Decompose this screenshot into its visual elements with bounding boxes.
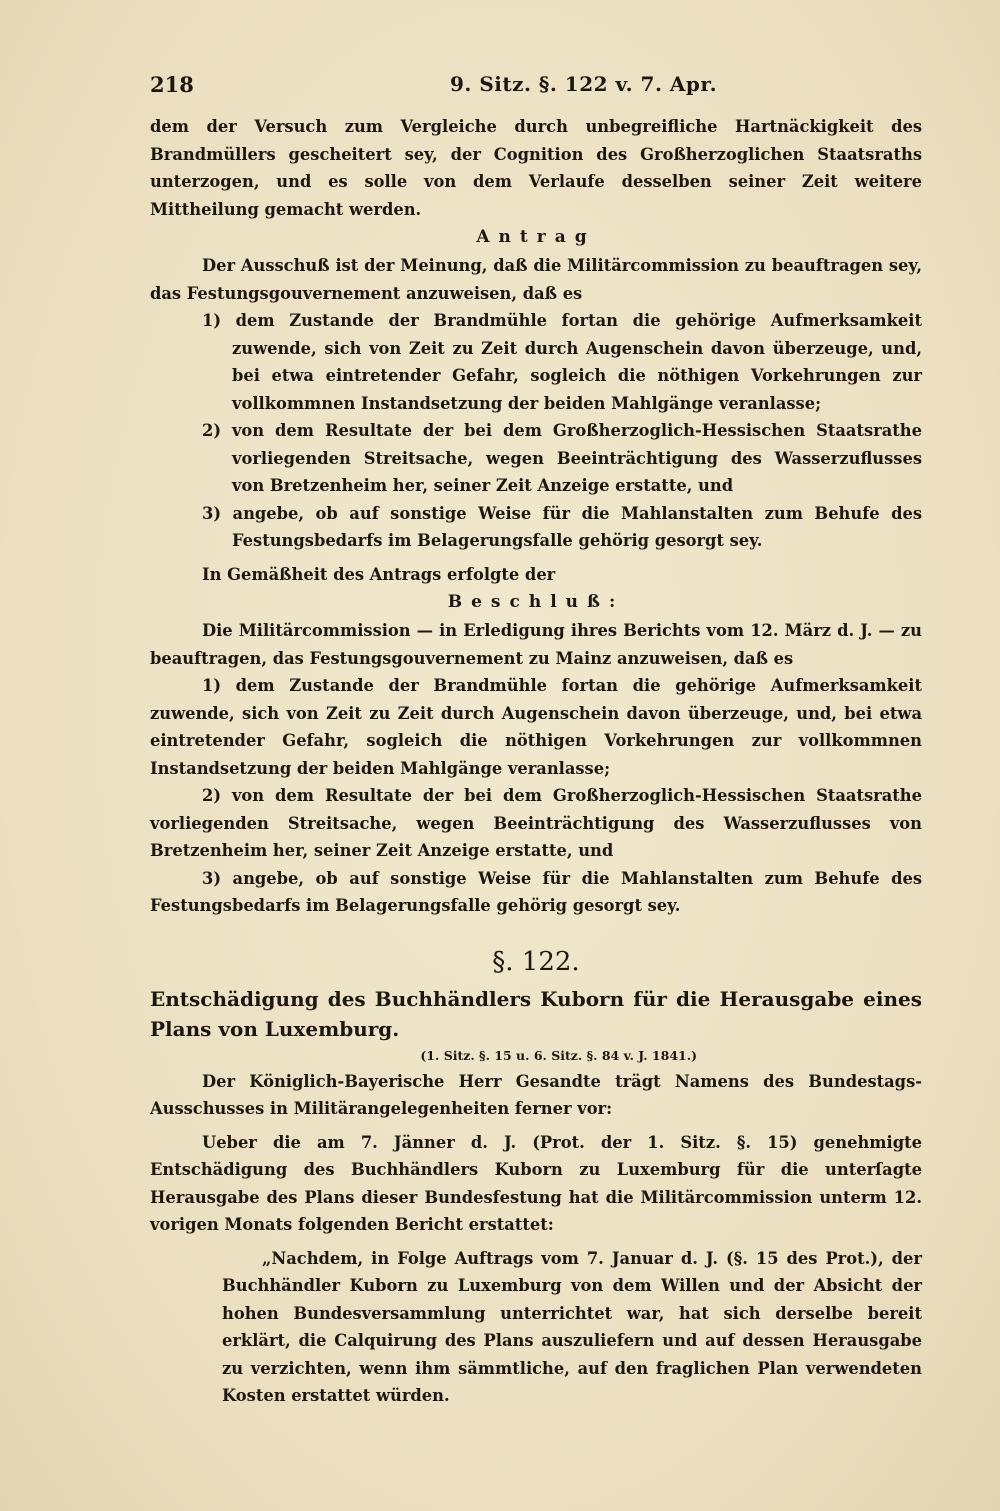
antrag-item-1: 1) dem Zustande der Brandmühle fortan die gehörige Aufmerksamkeit zuwende, sich von Zeit zu Zeit durch Augenschein davon überzeuge, und, bei etwa eintretender Gefahr, sogleich die nöthigen Vorkehrungen zur vollkommnen Instandsetzung der beiden Mahlgänge veranlasse;	[202, 311, 922, 413]
beschluss-item-2: 2) von dem Resultate der bei dem Großherzoglich-Hessischen Staatsrathe vorliegenden Streitsache, wegen Beeinträchtigung des Wasserzuflusses von Bretzenheim her, seiner Zeit Anzeige erstatte, und	[150, 786, 922, 860]
antrag-heading: Antrag	[476, 227, 596, 247]
antrag-text: Der Ausschuß ist der Meinung, daß die Militärcommission zu beauftragen sey, das Festungsgouvernement anzuweisen, daß es	[150, 256, 922, 303]
gemaessheit-line: In Gemäßheit des Antrags erfolgte der	[202, 564, 556, 584]
antrag-item-3: 3) angebe, ob auf sonstige Weise für die Mahlanstalten zum Behufe des Festungsbedarfs im Belagerungsfalle gehörig gesorgt sey.	[202, 503, 922, 550]
page-number: 218	[150, 72, 194, 97]
section-citation: (1. Sitz. §. 15 u. 6. Sitz. §. 84 v. J. 1841.)	[420, 1047, 697, 1063]
quoted-report: „Nachdem, in Folge Auftrags vom 7. Januar d. J. (§. 15 des Prot.), der Buchhändler Kuborn zu Luxemburg von dem Willen und der Absicht der hohen Bundesversammlung unterrichtet war, hat sich derselbe bereit erklärt, die Calquirung des Plans auszuliefern und auf dessen Herausgabe zu verzichten, wenn ihm sämmtliche, auf den fraglichen Plan verwendeten Kosten erstattet würden.	[222, 1248, 922, 1405]
beschluss-heading: Beschluß:	[447, 592, 625, 612]
ueber-paragraph: Ueber die am 7. Jänner d. J. (Prot. der 1. Sitz. §. 15) genehmigte Entschädigung des Buchhändlers Kuborn zu Luxemburg für die unterſagte Herausgabe des Plans dieser Bundesfestung hat die Militärcommission unterm 12. vorigen Monats folgenden Bericht erstattet:	[150, 1132, 922, 1234]
beschluss-item-3: 3) angebe, ob auf sonstige Weise für die Mahlanstalten zum Behufe des Festungsbedarfs im Belagerungsfalle gehörig gesorgt sey.	[150, 868, 922, 915]
paragraph-intro: dem der Versuch zum Vergleiche durch unbegreifliche Hartnäckigkeit des Brandmüllers gescheitert sey, der Cognition des Großherzoglichen Staatsraths unterzogen, und es solle von dem Verlaufe desselben seiner Zeit weitere Mittheilung gemacht werden.	[150, 117, 922, 219]
beschluss-item-1: 1) dem Zustande der Brandmühle fortan die gehörige Aufmerksamkeit zuwende, sich von Zeit zu Zeit durch Augenschein davon überzeuge, und, bei etwa eintretender Gefahr, sogleich die nöthigen Vorkehrungen zur vollkommnen Instandsetzung der beiden Mahlgänge veranlasse;	[150, 676, 922, 778]
section-number: §. 122.	[492, 946, 580, 977]
page-header	[150, 72, 920, 102]
section-title: Entschädigung des Buchhändlers Kuborn für die Herausgabe eines Plans von Luxemburg.	[150, 986, 922, 1041]
antrag-item-2: 2) von dem Resultate der bei dem Großherzoglich-Hessischen Staatsrathe vorliegenden Streitsache, wegen Beeinträchtigung des Wasserzuflusses von Bretzenheim her, seiner Zeit Anzeige erstatte, und	[202, 421, 922, 495]
gesandte-paragraph: Der Königlich-Bayerische Herr Gesandte trägt Namens des Bundestags-Ausschusses in Militärangelegenheiten ferner vor:	[150, 1071, 922, 1118]
page-body	[150, 113, 922, 1410]
beschluss-text: Die Militärcommission — in Erledigung ihres Berichts vom 12. März d. J. — zu beauftragen, das Festungsgouvernement zu Mainz anzuweisen, daß es	[150, 621, 922, 668]
running-head: 9. Sitz. §. 122 v. 7. Apr.	[450, 72, 718, 96]
